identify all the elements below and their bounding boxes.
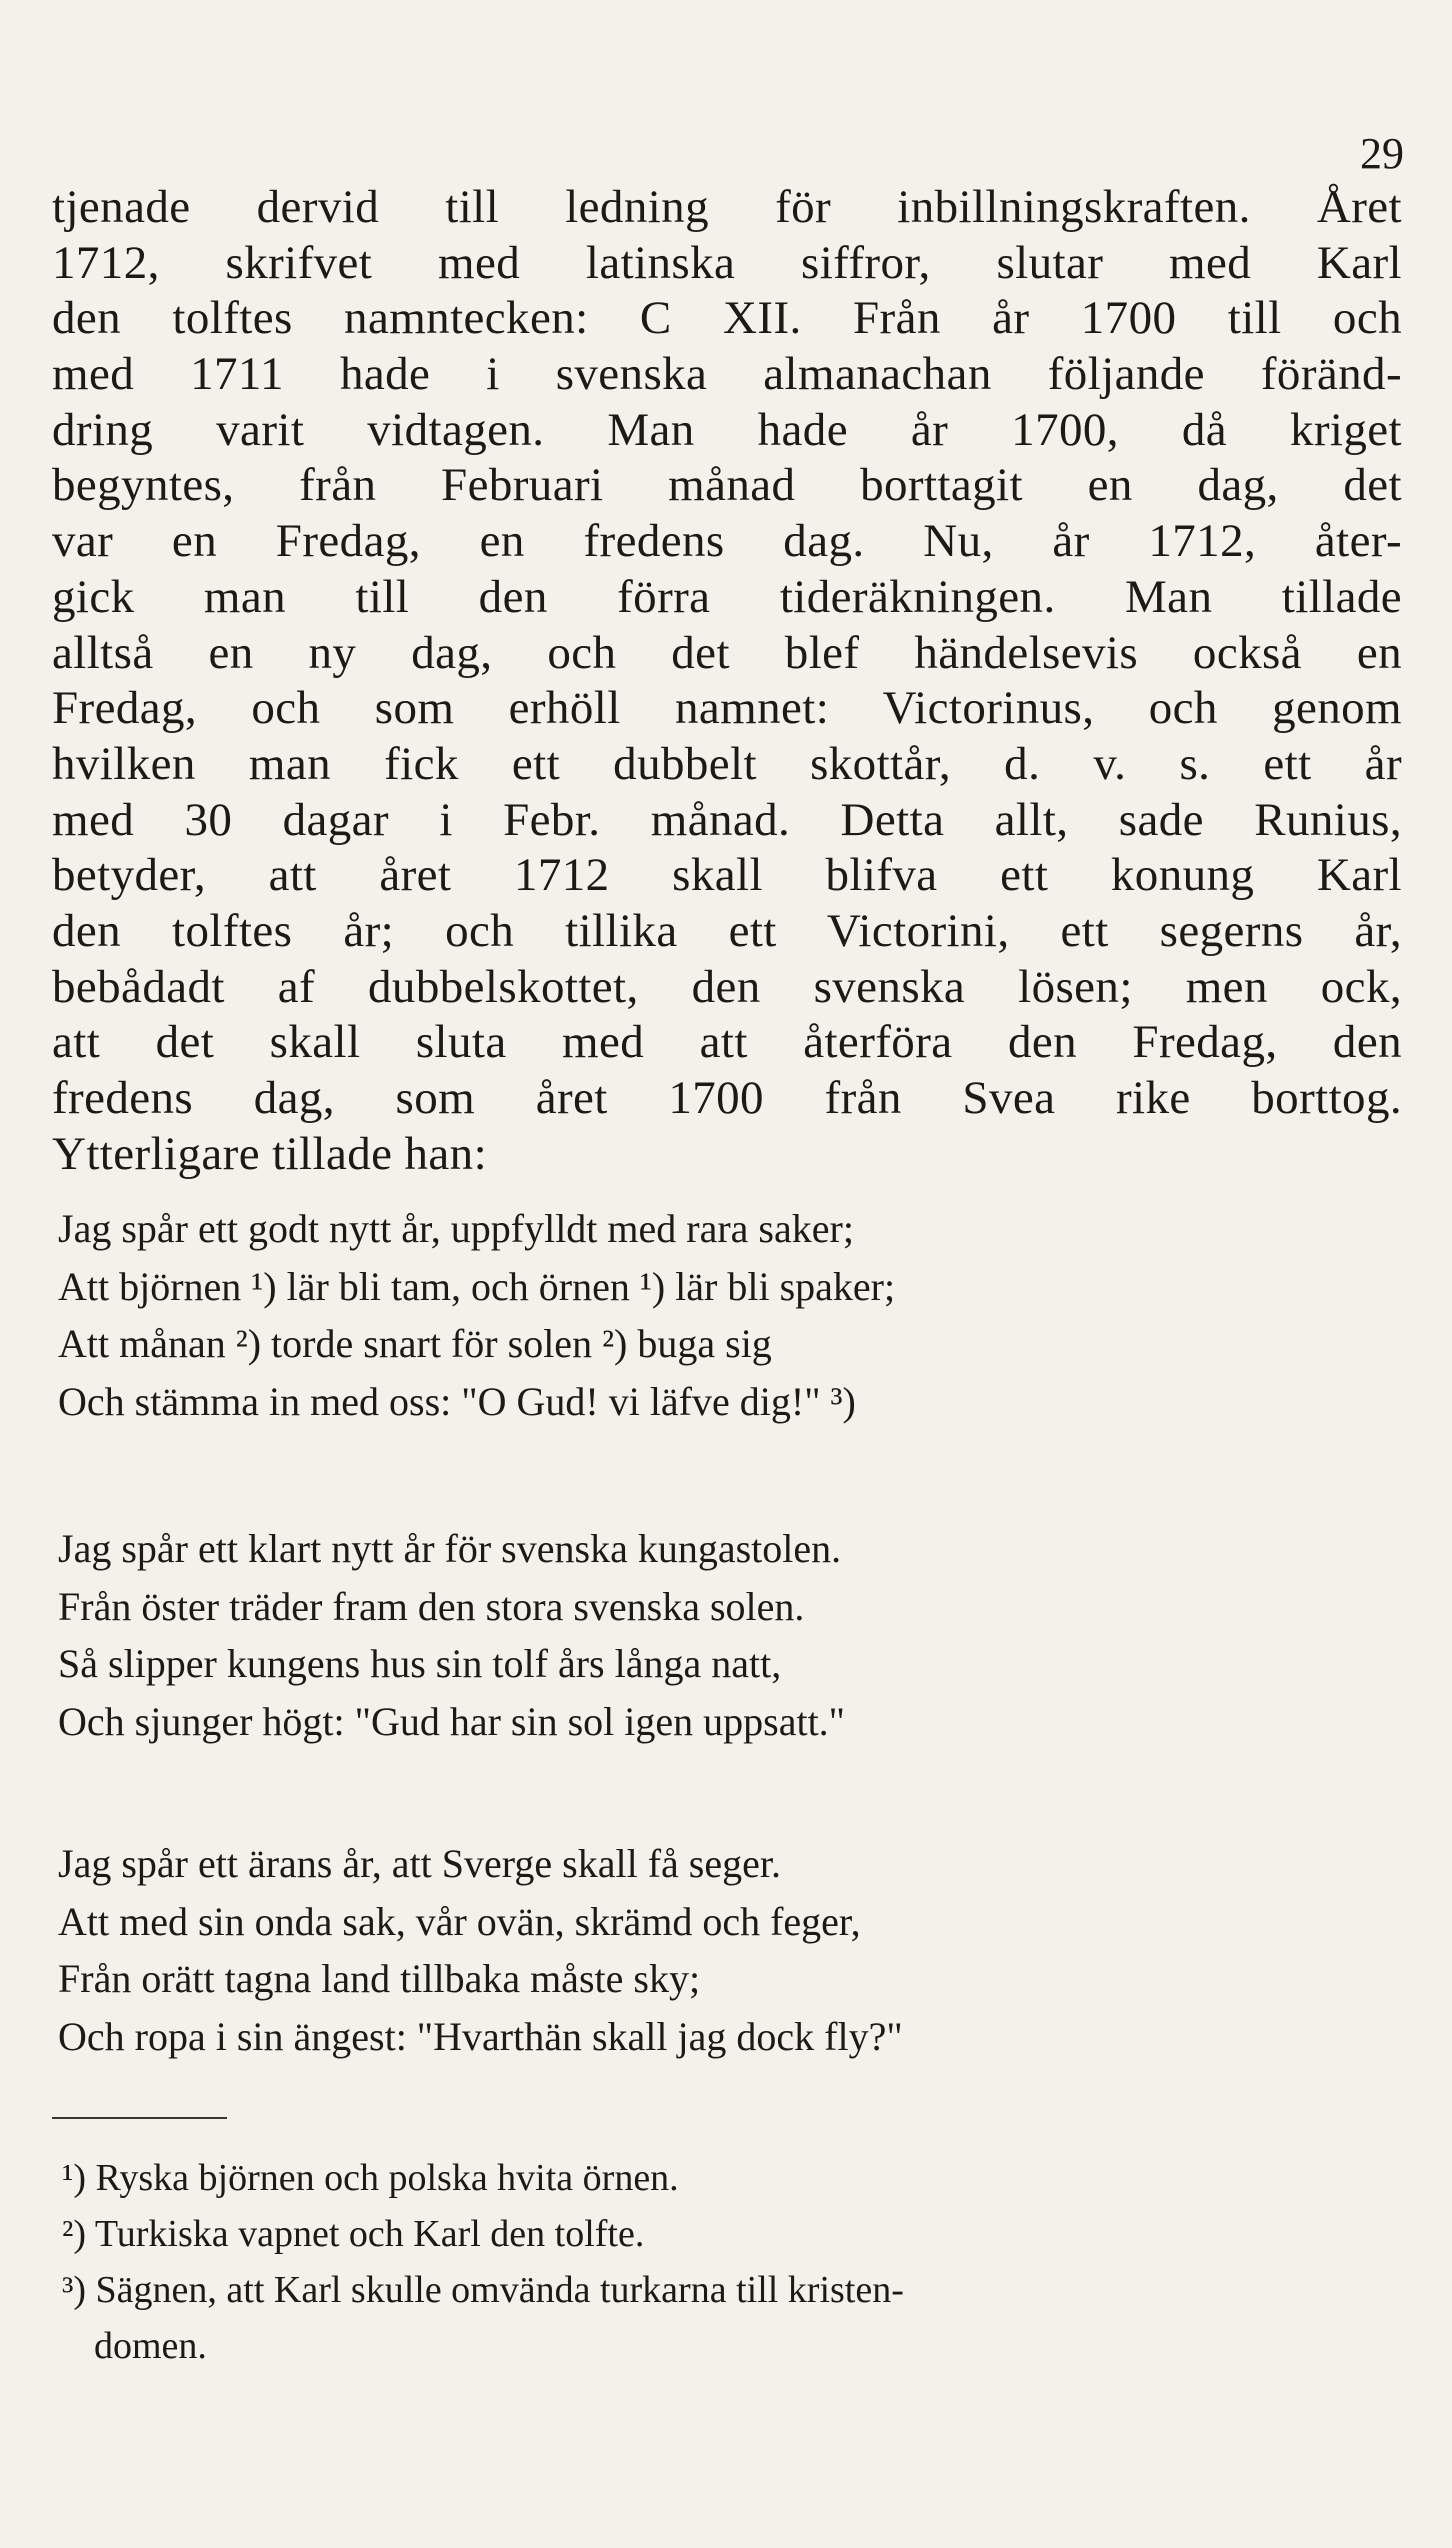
footnote: ¹) Ryska björnen och polska hvita örnen. [62,2157,679,2199]
prose-line: med 30 dagar i Febr. månad. Detta allt, sade Runius, [52,793,1402,846]
poem-stanza [58,1835,1378,2066]
prose-line: att det skall sluta med att återföra den Fredag, den [52,1016,1402,1069]
poem-verse: Att månan ²) torde snart för solen ²) buga sig [58,1321,772,1367]
poem-verse: Jag spår ett klart nytt år för svenska kungastolen. [58,1526,842,1571]
poem-stanza [58,1200,1378,1431]
prose-line: begyntes, från Februari månad borttagit en dag, det [52,459,1402,512]
footnotes [62,2150,1382,2374]
footnote: ³) Sägnen, att Karl skulle omvända turkarna till kristen- [62,2269,904,2311]
poem-verse: Och stämma in med oss: "O Gud! vi läfve dig!" ³) [58,1379,856,1425]
poem-verse: Jag spår ett godt nytt år, uppfylldt med rara saker; [58,1206,854,1251]
page-number: 29 [1360,129,1404,178]
poem-verse: Att björnen ¹) lär bli tam, och örnen ¹) lär bli spaker; [58,1263,896,1309]
footnote-divider [52,2117,227,2119]
prose-line: gick man till den förra tideräkningen. Man tillade [52,570,1402,623]
prose-line: betyder, att året 1712 skall blifva ett konung Karl [52,849,1402,902]
prose-line: var en Fredag, en fredens dag. Nu, år 1712, åter- [52,515,1402,568]
poem-verse: Och ropa i sin ängest: "Hvarthän skall jag dock fly?" [58,2014,903,2060]
prose-line: fredens dag, som året 1700 från Svea rike borttog. [52,1072,1402,1124]
prose-line: Fredag, och som erhöll namnet: Victorinus, och genom [52,682,1402,735]
prose-line: den tolftes år; och tillika ett Victorini, ett segerns år, [52,904,1402,957]
prose-line: bebådadt af dubbelskottet, den svenska lösen; men ock, [52,960,1402,1013]
poem-verse: Och sjunger högt: "Gud har sin sol igen uppsatt." [58,1699,846,1745]
footnote-continuation: domen. [94,2325,207,2367]
prose-line: Ytterligare tillade han: [52,1127,488,1180]
prose-line: alltså en ny dag, och det blef händelsevis också en [52,626,1402,679]
prose-line: hvilken man fick ett dubbelt skottår, d. v. s. ett år [52,737,1402,790]
prose-line: med 1711 hade i svenska almanachan följande föränd- [52,348,1402,401]
poem-verse: Jag spår ett ärans år, att Sverge skall få seger. [58,1841,781,1886]
poem-verse: Från orätt tagna land tillbaka måste sky; [58,1956,701,2002]
footnote: ²) Turkiska vapnet och Karl den tolfte. [62,2213,645,2255]
prose-line: 1712, skrifvet med latinska siffror, slutar med Karl [52,236,1402,289]
poem-stanza [58,1520,1378,1751]
poem-verse: Från öster träder fram den stora svenska solen. [58,1583,805,1629]
prose-paragraph [52,180,1402,1182]
poem-verse: Så slipper kungens hus sin tolf års långa natt, [58,1641,782,1687]
prose-line: tjenade dervid till ledning för inbillningskraften. Året [52,181,1402,233]
prose-line: den tolftes namntecken: C XII. Från år 1700 till och [52,292,1402,345]
prose-line: dring varit vidtagen. Man hade år 1700, då kriget [52,403,1402,456]
poem-verse: Att med sin onda sak, vår ovän, skrämd och feger, [58,1898,861,1944]
